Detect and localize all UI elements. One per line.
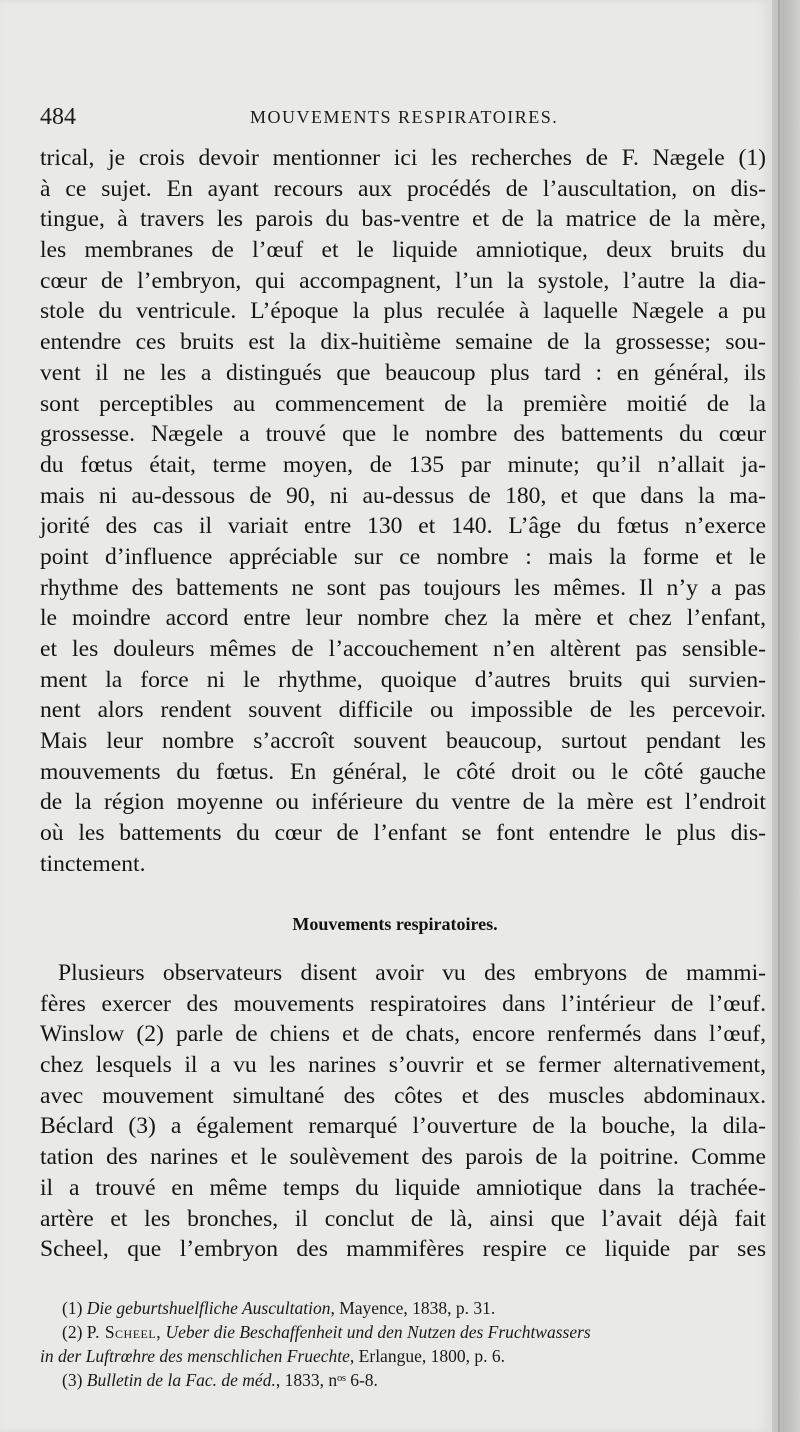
footnote-rest: , Erlangue, 1800, p. 6.	[349, 1346, 505, 1366]
text-line: tation des narines et le soulèvement des parois de la poitrine. Comme	[40, 1144, 766, 1171]
text-line: vent il ne les a distingués que beaucoup plus tard : en général, ils	[40, 359, 766, 386]
text-line: Mais leur nombre s’accroît souvent beaucoup, surtout pendant les	[40, 728, 766, 755]
paragraph-heart-sounds	[40, 143, 766, 880]
text-line: stole du ventricule. L’époque la plus reculée à laquelle Nægele a pu	[40, 298, 766, 325]
page-number: 484	[40, 104, 76, 130]
text-line: les membranes de l’œuf et le liquide amniotique, deux bruits du	[40, 237, 766, 264]
footnote-title: Die geburtshuelfliche Auscultation	[86, 1298, 331, 1318]
footnote-3	[40, 1368, 770, 1392]
footnotes	[40, 1296, 770, 1392]
text-line: chez lesquels il a vu les narines s’ouvrir et se fermer alternativement,	[40, 1052, 766, 1079]
footnote-marker: (1)	[62, 1298, 83, 1318]
text-line: cœur de l’embryon, qui accompagnent, l’un la systole, l’autre la dia-	[40, 267, 766, 294]
text-line: tinctement.	[40, 850, 146, 877]
text-line: de la région moyenne ou inférieure du ventre de la mère est l’endroit	[40, 789, 766, 816]
text-line: nent alors rendent souvent difficile ou impossible de les percevoir.	[40, 697, 766, 724]
text-line: trical, je crois devoir mentionner ici les recherches de F. Nægele (1)	[40, 145, 766, 171]
text-line: sont perceptibles au commencement de la première moitié de la	[40, 390, 766, 417]
footnote-2	[40, 1320, 770, 1344]
text-line: il a trouvé en même temps du liquide amniotique dans la trachée-	[40, 1174, 766, 1201]
footnote-title: Ueber die Beschaffenheit und den Nutzen des Fruchtwassers	[165, 1322, 591, 1342]
text-line: Scheel, que l’embryon des mammifères respire ce liquide par ses	[40, 1236, 766, 1263]
section-heading: Mouvements respiratoires.	[292, 914, 498, 934]
text-line: tingue, à travers les parois du bas-ventre et de la matrice de la mère,	[40, 206, 766, 233]
footnote-title: Bulletin de la Fac. de méd.	[86, 1370, 276, 1390]
text-line: où les battements du cœur de l’enfant se font entendre le plus dis-	[40, 820, 766, 847]
text-line: mais ni au-dessous de 90, ni au-dessus de 180, et que dans la ma-	[40, 482, 766, 509]
text-line: le moindre accord entre leur nombre chez la mère et chez l’enfant,	[40, 605, 766, 632]
text-line: Winslow (2) parle de chiens et de chats, encore renfermés dans l’œuf,	[40, 1021, 766, 1048]
text-line: du fœtus était, terme moyen, de 135 par minute; qu’il n’allait ja-	[40, 451, 766, 478]
text-line: ment la force ni le rhythme, quoique d’autres bruits qui survien-	[40, 666, 766, 693]
text-line: mouvements du fœtus. En général, le côté droit ou le côté gauche	[40, 758, 766, 785]
footnote-author: P. Scheel,	[86, 1322, 162, 1342]
footnote-marker: (3)	[62, 1370, 83, 1390]
text-line: Plusieurs observateurs disent avoir vu des embryons de mammi-	[58, 960, 766, 986]
footnote-title: in der Luftrœhre des menschlichen Fruechte	[40, 1346, 350, 1366]
footnote-rest: , 1833, nᵒˢ 6-8.	[275, 1370, 378, 1390]
text-line: et les douleurs mêmes de l’accouchement n’en altèrent pas sensible-	[40, 636, 766, 662]
text-line: avec mouvement simultané des côtes et des muscles abdominaux.	[40, 1082, 766, 1109]
text-line: entendre ces bruits est la dix-huitième semaine de la grossesse; sou-	[40, 329, 766, 356]
text-line: rhythme des battements ne sont pas toujours les mêmes. Il n’y a pas	[40, 574, 766, 601]
text-line: Béclard (3) a également remarqué l’ouverture de la bouche, la dila-	[40, 1113, 766, 1140]
text-line: grossesse. Nægele a trouvé que le nombre des battements du cœur	[40, 421, 766, 448]
text-line: fères exercer des mouvements respiratoires dans l’intérieur de l’œuf.	[40, 990, 766, 1017]
footnote-2-continued	[40, 1344, 770, 1368]
footnote-rest: , Mayence, 1838, p. 31.	[330, 1298, 496, 1318]
page-header	[40, 104, 740, 134]
paragraph-respiratory-movements	[40, 958, 766, 1265]
text-line: jorité des cas il variait entre 130 et 140. L’âge du fœtus n’exerce	[40, 513, 766, 540]
text-line: point d’influence appréciable sur ce nombre : mais la forme et le	[40, 543, 766, 570]
running-title: MOUVEMENTS RESPIRATOIRES.	[250, 107, 559, 127]
book-spine-edge	[772, 0, 800, 1432]
text-line: à ce sujet. En ayant recours aux procédés de l’auscultation, on dis-	[40, 175, 766, 202]
footnote-marker: (2)	[62, 1322, 83, 1342]
footnote-1	[40, 1296, 770, 1320]
text-line: artère et les bronches, il conclut de là, ainsi que l’avait déjà fait	[40, 1205, 766, 1232]
